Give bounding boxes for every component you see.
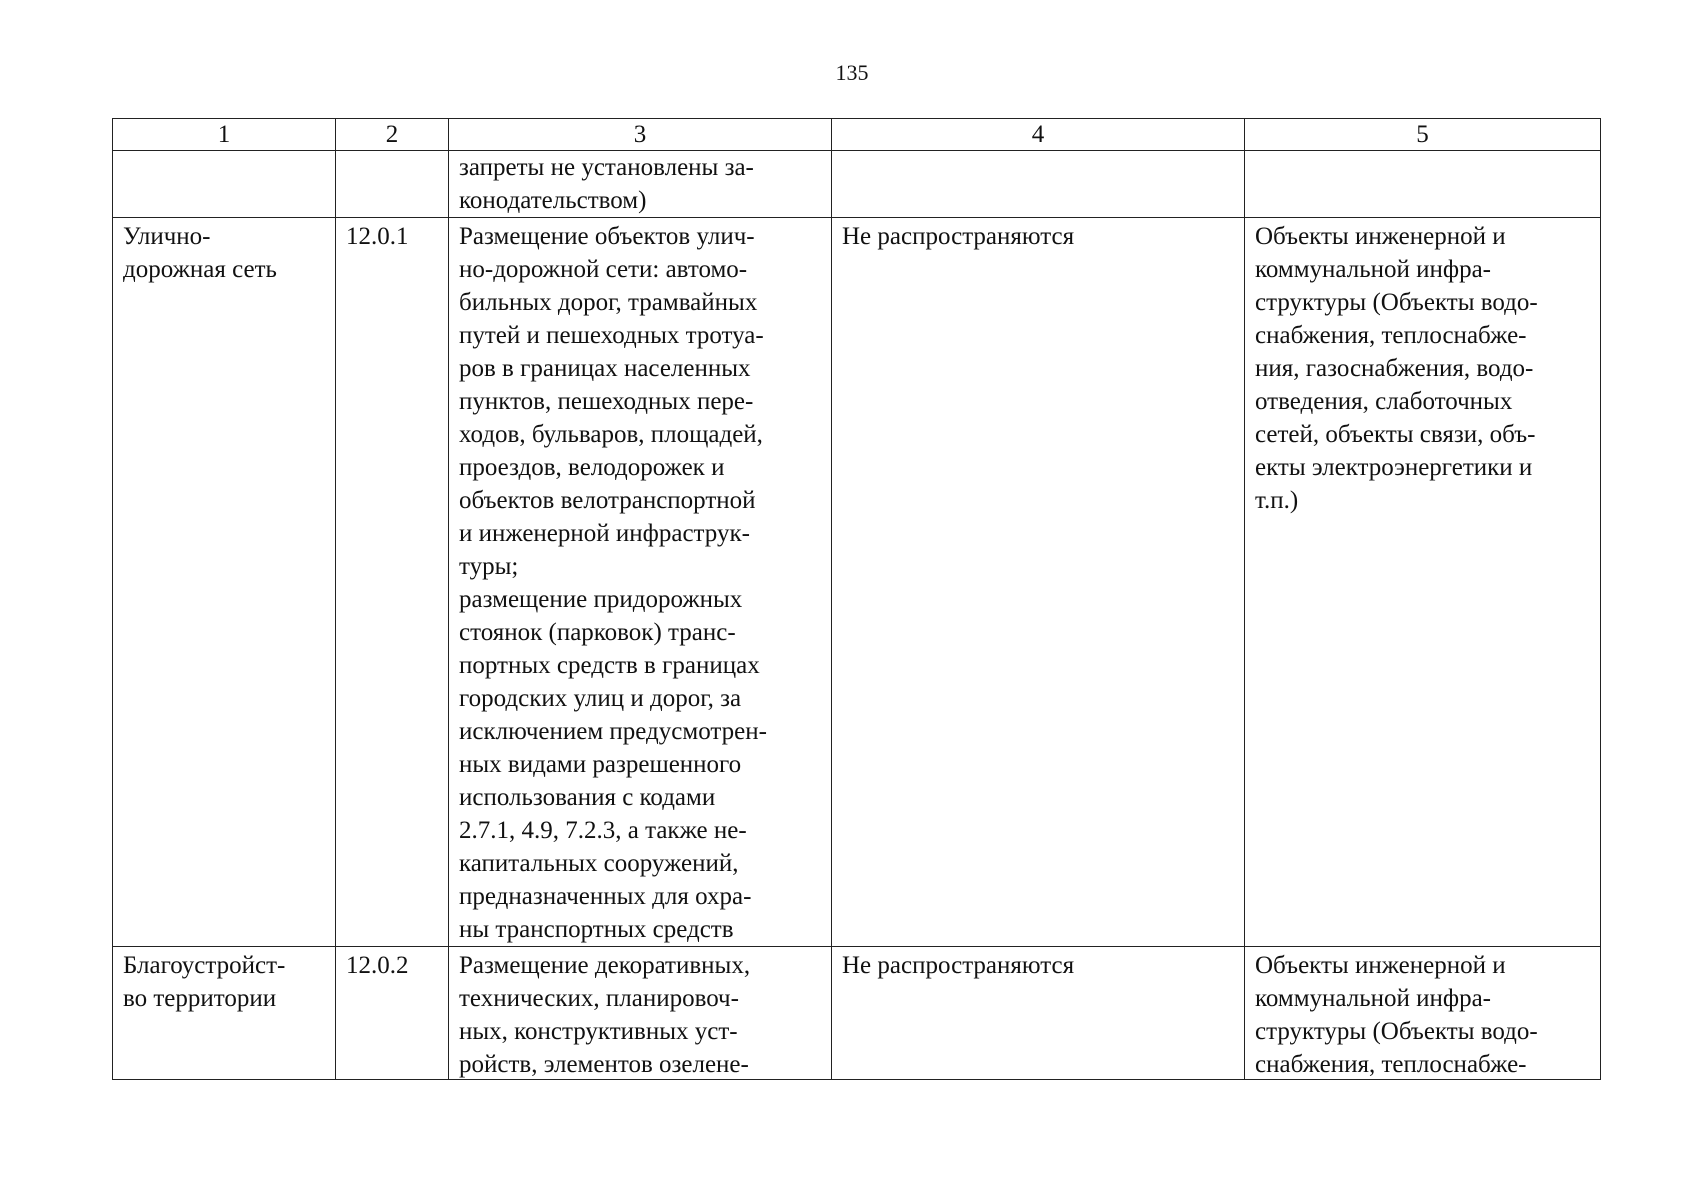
use-type-description-cell: Размещение объектов улич- но-дорожной сети: автомо- бильных дорог, трамвайных путей и пешеходных тротуа- ров в границах населенных пунктов, пешеходных пере- ходов, бульваров, площадей, проездов, велодорожек и объектов велотранспортной и инженерной инфраструк- туры; размещение придорожных стоянок (парковок) транс- портных средств в границах городских улиц и дорог, за исключением предусмотрен- ных видами разрешенного использования с кодами 2.7.1, 4.9, 7.2.3, а также не- капитальных сооружений, предназначенных для охра- ны транспортных средств xyxy=(449,218,832,947)
use-type-name-text: Благоустройст- во территории xyxy=(123,952,286,1012)
use-type-name-cell xyxy=(113,151,336,218)
auxiliary-uses-cell: Объекты инженерной и коммунальной инфра- структуры (Объекты водо- снабжения, теплоснабже- ния, газоснабжения, водо- отведения, слаботочных сетей, объекты связи, объ- екты электроэнергетики и т.п.) xyxy=(1245,218,1601,947)
restrictions-text: Не распространяются xyxy=(842,952,1075,979)
use-type-code-text: 12.0.2 xyxy=(346,952,409,979)
table-row xyxy=(113,218,1601,947)
table-header-row xyxy=(113,119,1601,151)
use-type-name-cell xyxy=(113,947,336,1080)
use-type-description-cell xyxy=(449,947,832,1080)
use-type-code-cell xyxy=(336,947,449,1080)
page-number: 135 xyxy=(835,60,869,85)
use-type-description-cell: запреты не установлены за- конодательством) xyxy=(449,151,832,218)
use-type-code-cell xyxy=(336,151,449,218)
auxiliary-uses-cell xyxy=(1245,947,1601,1080)
restrictions-cell xyxy=(832,151,1245,218)
table-row xyxy=(113,947,1601,1080)
auxiliary-uses-text: Объекты инженерной и коммунальной инфра- структуры (Объекты водо- снабжения, теплоснабже- xyxy=(1255,952,1538,1078)
column-header-1: 1 xyxy=(113,119,336,151)
use-type-name-cell: Улично- дорожная сеть xyxy=(113,218,336,947)
column-header-3: 3 xyxy=(449,119,832,151)
restrictions-cell: Не распространяются xyxy=(832,218,1245,947)
table-row xyxy=(113,151,1601,218)
regulation-table xyxy=(112,118,1601,1080)
use-type-description-text: Размещение декоративных, технических, планировоч- ных, конструктивных уст- ройств, элементов озелене- xyxy=(459,952,751,1078)
restrictions-cell xyxy=(832,947,1245,1080)
auxiliary-uses-cell xyxy=(1245,151,1601,218)
column-header-2: 2 xyxy=(336,119,449,151)
column-header-5: 5 xyxy=(1245,119,1601,151)
column-header-4: 4 xyxy=(832,119,1245,151)
use-type-code-cell: 12.0.1 xyxy=(336,218,449,947)
